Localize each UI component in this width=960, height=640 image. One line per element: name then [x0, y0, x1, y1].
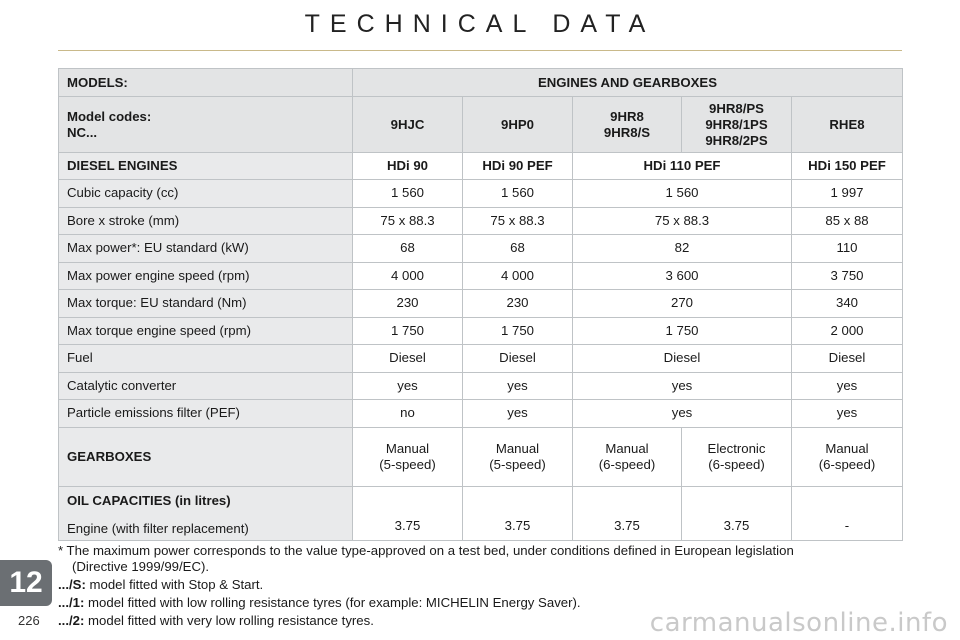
engine-hdi90: HDi 90: [353, 153, 463, 180]
gearbox-cell: [792, 427, 903, 486]
row-label: Bore x stroke (mm): [59, 207, 353, 235]
cell-value: Diesel: [353, 345, 463, 373]
cell-value: 3 750: [792, 262, 903, 290]
cell-value: Diesel: [573, 345, 792, 373]
cell-value: no: [353, 400, 463, 428]
code-9hr8-1ps: 9HR8/1PS: [705, 116, 768, 132]
oil-capacities-row: [59, 486, 903, 540]
cell-value: 1 750: [353, 317, 463, 345]
table-row: [59, 262, 903, 290]
cell-value: 1 560: [573, 180, 792, 208]
footnote-1-key: .../1:: [58, 595, 85, 610]
models-header-row: [59, 69, 903, 97]
page-number: 226: [18, 613, 40, 628]
footnote-s-text: model fitted with Stop & Start.: [85, 577, 264, 592]
row-label: Max power engine speed (rpm): [59, 262, 353, 290]
title-divider: [58, 50, 902, 51]
cell-value: yes: [463, 400, 573, 428]
oil-value: -: [792, 486, 903, 540]
engine-hdi110-pef: HDi 110 PEF: [573, 153, 792, 180]
row-label: Max torque: EU standard (Nm): [59, 290, 353, 318]
cell-value: yes: [573, 400, 792, 428]
gearbox-cell: [353, 427, 463, 486]
table-row: [59, 372, 903, 400]
cell-value: 2 000: [792, 317, 903, 345]
gearbox-cell: [573, 427, 682, 486]
footnote-1-text: model fitted with low rolling resistance tyres (for example: MICHELIN Energy Saver).: [84, 595, 581, 610]
cell-value: 68: [463, 235, 573, 263]
table-row: [59, 317, 903, 345]
cell-value: 85 x 88: [792, 207, 903, 235]
cell-value: yes: [792, 372, 903, 400]
cell-value: 4 000: [463, 262, 573, 290]
code-9hr8-ps-cell: [682, 97, 792, 153]
gearbox-cell: [463, 427, 573, 486]
gearbox-speed: (5-speed): [379, 456, 436, 472]
table-row: [59, 180, 903, 208]
cell-value: 1 560: [463, 180, 573, 208]
code-9hr8: 9HR8: [610, 108, 644, 124]
cell-value: 1 750: [573, 317, 792, 345]
cell-value: Diesel: [463, 345, 573, 373]
table-row: [59, 235, 903, 263]
technical-data-table: [58, 68, 903, 541]
gearboxes-row: [59, 427, 903, 486]
cell-value: 75 x 88.3: [573, 207, 792, 235]
engine-hdi90-pef: HDi 90 PEF: [463, 153, 573, 180]
diesel-engines-label: DIESEL ENGINES: [59, 153, 353, 180]
gearbox-speed: (6-speed): [708, 456, 765, 472]
row-label: Cubic capacity (cc): [59, 180, 353, 208]
cell-value: 82: [573, 235, 792, 263]
oil-value: 3.75: [353, 486, 463, 540]
nc-label: NC...: [67, 124, 98, 140]
page-title: TECHNICAL DATA: [304, 10, 656, 38]
cell-value: 270: [573, 290, 792, 318]
cell-value: yes: [353, 372, 463, 400]
engines-gearboxes-label: ENGINES AND GEARBOXES: [353, 69, 903, 97]
footnote-star-line1: * The maximum power corresponds to the value type-approved on a test bed, under conditions defined in European legislation: [58, 543, 794, 558]
footnote-s-key: .../S:: [58, 577, 86, 592]
row-label: Max torque engine speed (rpm): [59, 317, 353, 345]
gearbox-type: Manual: [605, 440, 649, 456]
cell-value: yes: [792, 400, 903, 428]
cell-value: 1 560: [353, 180, 463, 208]
oil-value: 3.75: [463, 486, 573, 540]
footnote-star-line2: (Directive 1999/99/EC).: [72, 559, 210, 574]
code-rhe8: RHE8: [792, 97, 903, 153]
table-row: [59, 345, 903, 373]
row-label: Catalytic converter: [59, 372, 353, 400]
oil-value: 3.75: [573, 486, 682, 540]
code-9hr8-ps: 9HR8/PS: [709, 100, 764, 116]
cell-value: 1 997: [792, 180, 903, 208]
cell-value: Diesel: [792, 345, 903, 373]
gearbox-cell: [682, 427, 792, 486]
footnote-2-key: .../2:: [58, 613, 85, 628]
oil-capacities-label: OIL CAPACITIES (in litres): [67, 492, 231, 508]
footnote-s: [58, 577, 908, 593]
cell-value: 68: [353, 235, 463, 263]
chapter-badge: 12: [0, 560, 52, 606]
code-9hjc: 9HJC: [353, 97, 463, 153]
gearboxes-label: GEARBOXES: [59, 427, 353, 486]
cell-value: yes: [463, 372, 573, 400]
model-codes-label: Model codes:: [67, 108, 152, 124]
oil-capacities-cell: [59, 486, 353, 540]
model-codes-row: [59, 97, 903, 153]
oil-value: 3.75: [682, 486, 792, 540]
oil-row-label: Engine (with filter replacement): [67, 520, 249, 536]
gearbox-type: Electronic: [707, 440, 766, 456]
watermark: carmanualsonline.info: [649, 608, 948, 638]
cell-value: 3 600: [573, 262, 792, 290]
cell-value: 75 x 88.3: [353, 207, 463, 235]
cell-value: 230: [463, 290, 573, 318]
cell-value: 110: [792, 235, 903, 263]
cell-value: 75 x 88.3: [463, 207, 573, 235]
cell-value: 4 000: [353, 262, 463, 290]
table-row: [59, 207, 903, 235]
code-9hr8-s: 9HR8/S: [603, 124, 651, 140]
table-row: [59, 400, 903, 428]
table-row: [59, 290, 903, 318]
code-9hr8-2ps: 9HR8/2PS: [705, 132, 768, 148]
gearbox-type: Manual: [495, 440, 540, 456]
cell-value: yes: [573, 372, 792, 400]
cell-value: 1 750: [463, 317, 573, 345]
code-9hp0: 9HP0: [463, 97, 573, 153]
engine-hdi150-pef: HDi 150 PEF: [792, 153, 903, 180]
model-codes-cell: [59, 97, 353, 153]
row-label: Particle emissions filter (PEF): [59, 400, 353, 428]
gearbox-speed: (5-speed): [489, 456, 546, 472]
gearbox-speed: (6-speed): [598, 456, 656, 472]
row-label: Max power*: EU standard (kW): [59, 235, 353, 263]
models-label: MODELS:: [59, 69, 353, 97]
row-label: Fuel: [59, 345, 353, 373]
cell-value: 340: [792, 290, 903, 318]
gearbox-speed: (6-speed): [818, 456, 876, 472]
code-9hr8-cell: [573, 97, 682, 153]
gearbox-type: Manual: [385, 440, 430, 456]
diesel-engines-row: [59, 153, 903, 180]
footnote-2-text: model fitted with very low rolling resistance tyres.: [84, 613, 374, 628]
gearbox-type: Manual: [825, 440, 869, 456]
footnote-star: [58, 543, 908, 575]
cell-value: 230: [353, 290, 463, 318]
